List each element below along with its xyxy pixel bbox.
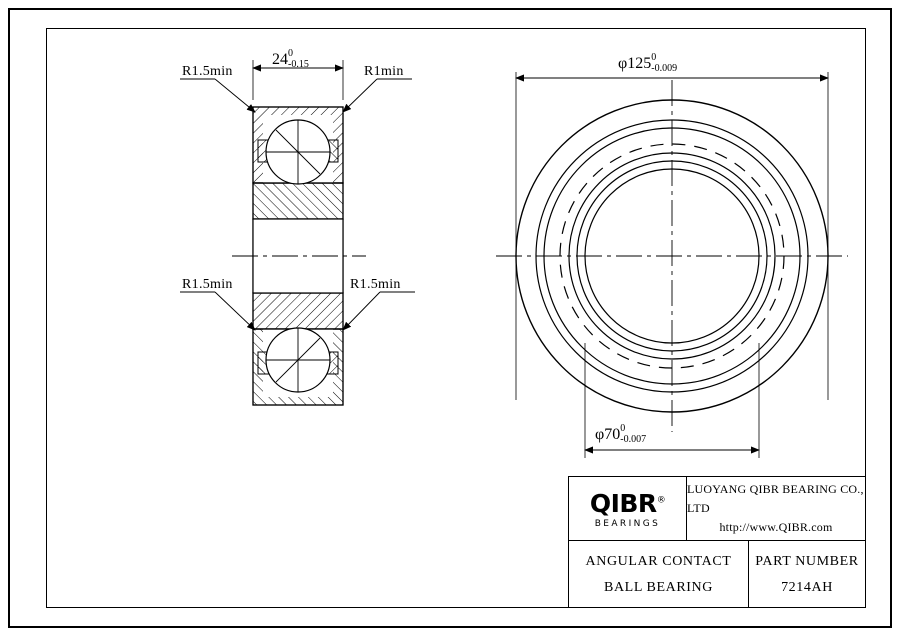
width-tolerance-upper: 0 xyxy=(288,48,293,59)
logo-text xyxy=(589,488,666,518)
part-number-label: PART NUMBER xyxy=(755,553,859,569)
bore-diameter-tolerance-upper: 0 xyxy=(620,423,626,434)
logo-subtext: BEARINGS xyxy=(594,518,661,529)
outer-diameter-tolerance-lower: -0.009 xyxy=(651,62,678,74)
bore-diameter-dimension xyxy=(595,425,646,446)
section-view xyxy=(180,60,415,405)
bore-diameter-tolerance-lower: -0.007 xyxy=(620,433,647,445)
registered-trademark-icon: ® xyxy=(656,495,666,506)
title-block-header xyxy=(569,477,865,541)
company-logo xyxy=(569,477,687,540)
title-block xyxy=(568,476,866,608)
radius-label-top-left: R1.5min xyxy=(182,64,233,79)
part-number-value: 7214AH xyxy=(781,579,833,595)
part-number-block xyxy=(749,541,865,608)
title-block-body xyxy=(569,541,865,608)
outer-diameter-tolerance-upper: 0 xyxy=(651,52,657,63)
bore-diameter-tolerance xyxy=(620,424,646,445)
radius-label-bottom-right: R1.5min xyxy=(350,277,401,292)
width-tolerance xyxy=(288,49,309,70)
outer-diameter-dimension xyxy=(618,54,677,75)
outer-diameter-tolerance xyxy=(651,53,677,74)
radius-label-top-right: R1min xyxy=(364,64,404,79)
company-name: LUOYANG QIBR BEARING CO., LTD xyxy=(687,481,864,515)
company-info xyxy=(687,480,865,538)
product-description-line2: BALL BEARING xyxy=(604,579,713,595)
front-view xyxy=(496,72,848,458)
diameter-symbol-bore: φ xyxy=(595,426,605,444)
width-dimension-value: 24 xyxy=(272,51,288,69)
diameter-symbol-outer: φ xyxy=(618,55,628,73)
bore-diameter-value: 70 xyxy=(604,426,621,444)
product-description-line1: ANGULAR CONTACT xyxy=(585,553,732,569)
width-dimension xyxy=(272,50,309,71)
product-description xyxy=(569,541,749,608)
width-tolerance-lower: -0.15 xyxy=(288,58,309,70)
radius-label-bottom-left: R1.5min xyxy=(182,277,233,292)
logo-wordmark: QIBR xyxy=(589,488,657,518)
company-website[interactable]: http://www.QIBR.com xyxy=(719,520,833,535)
outer-diameter-value: 125 xyxy=(627,55,652,73)
